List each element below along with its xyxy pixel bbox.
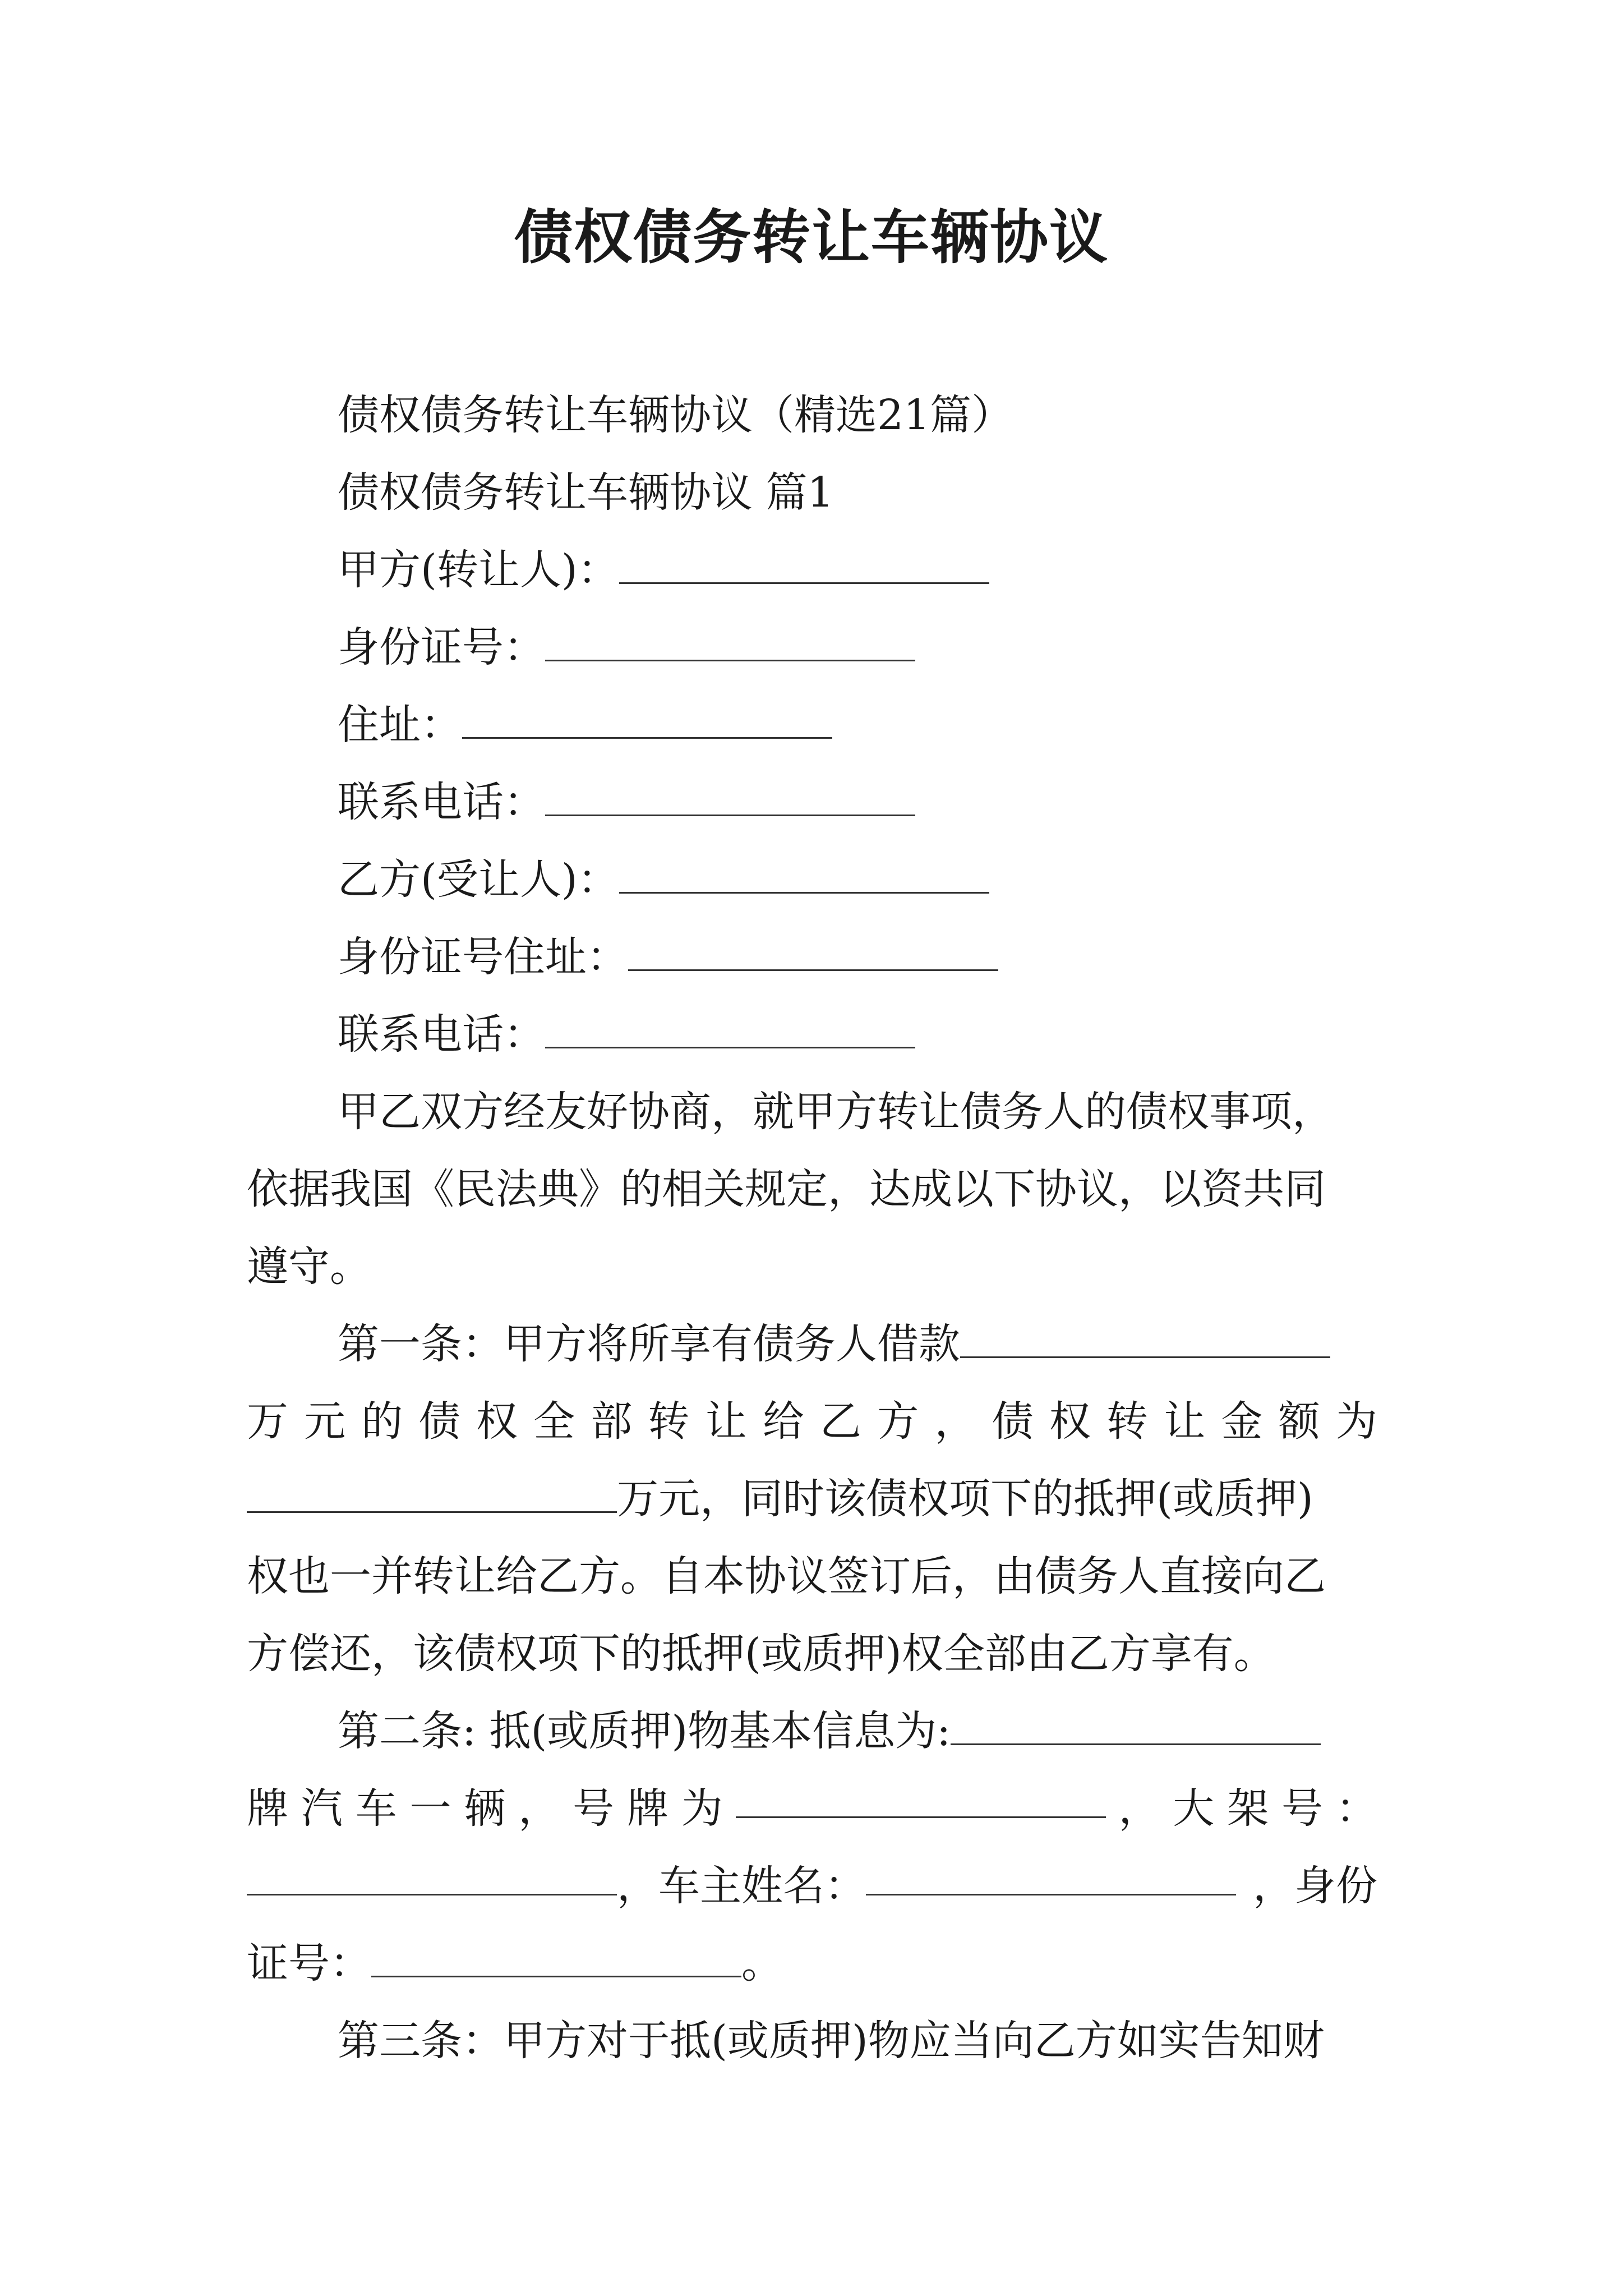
article-2-line-4 bbox=[247, 1935, 783, 1991]
text-char: 牌 bbox=[626, 1784, 668, 1833]
text-run: ，车主姓名： bbox=[617, 1862, 866, 1910]
field-label: 联系电话： bbox=[338, 1010, 545, 1059]
article-1-line-1 bbox=[338, 1316, 1330, 1372]
fill-in-blank bbox=[247, 1858, 617, 1895]
field-id-a bbox=[338, 619, 915, 675]
text-char: ， bbox=[518, 1784, 560, 1833]
text-run: 证号： bbox=[247, 1939, 371, 1987]
text-char: 元 bbox=[304, 1397, 346, 1446]
field-label: 住址： bbox=[338, 701, 462, 749]
text-char: 号 bbox=[573, 1784, 615, 1833]
text-char: 为 bbox=[681, 1784, 723, 1833]
text-char: ， bbox=[1118, 1784, 1160, 1833]
text-char: 让 bbox=[1164, 1397, 1206, 1446]
fill-in-blank bbox=[736, 1780, 1106, 1818]
text-char: 牌 bbox=[247, 1784, 288, 1833]
article-1-line-5: 方偿还，该债权项下的抵押(或质押)权全部由乙方享有。 bbox=[247, 1630, 1275, 1678]
field-label: 联系电话： bbox=[338, 778, 545, 826]
text-char: ： bbox=[1335, 1784, 1377, 1833]
fill-in-blank bbox=[628, 933, 998, 971]
text-char: 给 bbox=[762, 1397, 804, 1446]
field-party-b bbox=[338, 852, 989, 908]
text-char: 辆 bbox=[464, 1784, 506, 1833]
text-char: 让 bbox=[705, 1397, 747, 1446]
text-run: ，身份 bbox=[1253, 1862, 1377, 1910]
text-char: 转 bbox=[648, 1397, 690, 1446]
article-2-line-1 bbox=[338, 1703, 1321, 1759]
text-run: 第二条: 抵(或质押)物基本信息为: bbox=[338, 1707, 951, 1755]
text-char: 号 bbox=[1281, 1784, 1323, 1833]
fill-in-blank bbox=[619, 856, 989, 894]
text-char: 金 bbox=[1221, 1397, 1263, 1446]
text-char: 方 bbox=[877, 1397, 919, 1446]
fill-in-blank bbox=[960, 1320, 1330, 1358]
intro-line-2: 依据我国《民法典》的相关规定，达成以下协议，以资共同 bbox=[247, 1165, 1326, 1213]
field-label: 甲方(转让人)： bbox=[338, 546, 619, 594]
text-char: 的 bbox=[361, 1397, 403, 1446]
field-label: 乙方(受让人)： bbox=[338, 855, 619, 904]
field-label: 身份证号： bbox=[338, 623, 545, 671]
document-title: 债权债务转让车辆协议 bbox=[514, 203, 1109, 272]
article-1-line-4: 权也一并转让给乙方。自本协议签订后，由债务人直接向乙 bbox=[247, 1552, 1326, 1600]
fill-in-blank bbox=[462, 701, 832, 739]
text-char: 权 bbox=[476, 1397, 518, 1446]
article-3-line-1: 第三条：甲方对于抵(或质押)物应当向乙方如实告知财 bbox=[338, 2017, 1325, 2065]
article-1-line-2 bbox=[247, 1393, 1377, 1450]
text-run: 万元，同时该债权项下的抵押(或质押) bbox=[617, 1475, 1313, 1523]
text-char: 乙 bbox=[820, 1397, 862, 1446]
field-phone-a bbox=[338, 774, 915, 830]
text-char: 全 bbox=[533, 1397, 575, 1446]
text-char: 大 bbox=[1173, 1784, 1215, 1833]
fill-in-blank bbox=[371, 1940, 741, 1977]
text-char: 为 bbox=[1335, 1397, 1377, 1446]
text-char: 债 bbox=[418, 1397, 460, 1446]
text-char: 一 bbox=[409, 1784, 451, 1833]
fill-in-blank bbox=[619, 546, 989, 584]
text-char: 额 bbox=[1278, 1397, 1320, 1446]
fill-in-blank bbox=[866, 1858, 1236, 1895]
field-party-a bbox=[338, 542, 989, 598]
field-id-address-b bbox=[338, 929, 998, 985]
text-char: 权 bbox=[1049, 1397, 1091, 1446]
field-label: 身份证号住址： bbox=[338, 933, 628, 981]
field-phone-b bbox=[338, 1006, 915, 1062]
article-2-line-2 bbox=[247, 1780, 1377, 1837]
intro-line-1: 甲乙双方经友好协商，就甲方转让债务人的债权事项， bbox=[338, 1088, 1334, 1136]
article-2-line-3 bbox=[247, 1858, 1377, 1914]
section-heading: 债权债务转让车辆协议 篇1 bbox=[338, 468, 834, 517]
article-1-line-3 bbox=[247, 1471, 1313, 1527]
text-char: 架 bbox=[1227, 1784, 1269, 1833]
text-char: 万 bbox=[247, 1397, 288, 1446]
text-char: 转 bbox=[1106, 1397, 1149, 1446]
text-char: 部 bbox=[591, 1397, 633, 1446]
text-run: 第一条：甲方将所享有债务人借款 bbox=[338, 1320, 960, 1368]
text-char: 汽 bbox=[301, 1784, 343, 1833]
text-char: 车 bbox=[355, 1784, 397, 1833]
field-address-a bbox=[338, 697, 832, 753]
fill-in-blank bbox=[247, 1475, 617, 1513]
fill-in-blank bbox=[545, 1011, 915, 1048]
fill-in-blank bbox=[545, 779, 915, 816]
intro-line-3: 遵守。 bbox=[247, 1243, 371, 1291]
document-subtitle: 债权债务转让车辆协议（精选21篇） bbox=[338, 391, 1013, 439]
text-char: 债 bbox=[992, 1397, 1034, 1446]
fill-in-blank bbox=[951, 1708, 1321, 1745]
text-char: ， bbox=[934, 1397, 976, 1446]
fill-in-blank bbox=[545, 624, 915, 661]
text-run: 。 bbox=[741, 1939, 783, 1987]
